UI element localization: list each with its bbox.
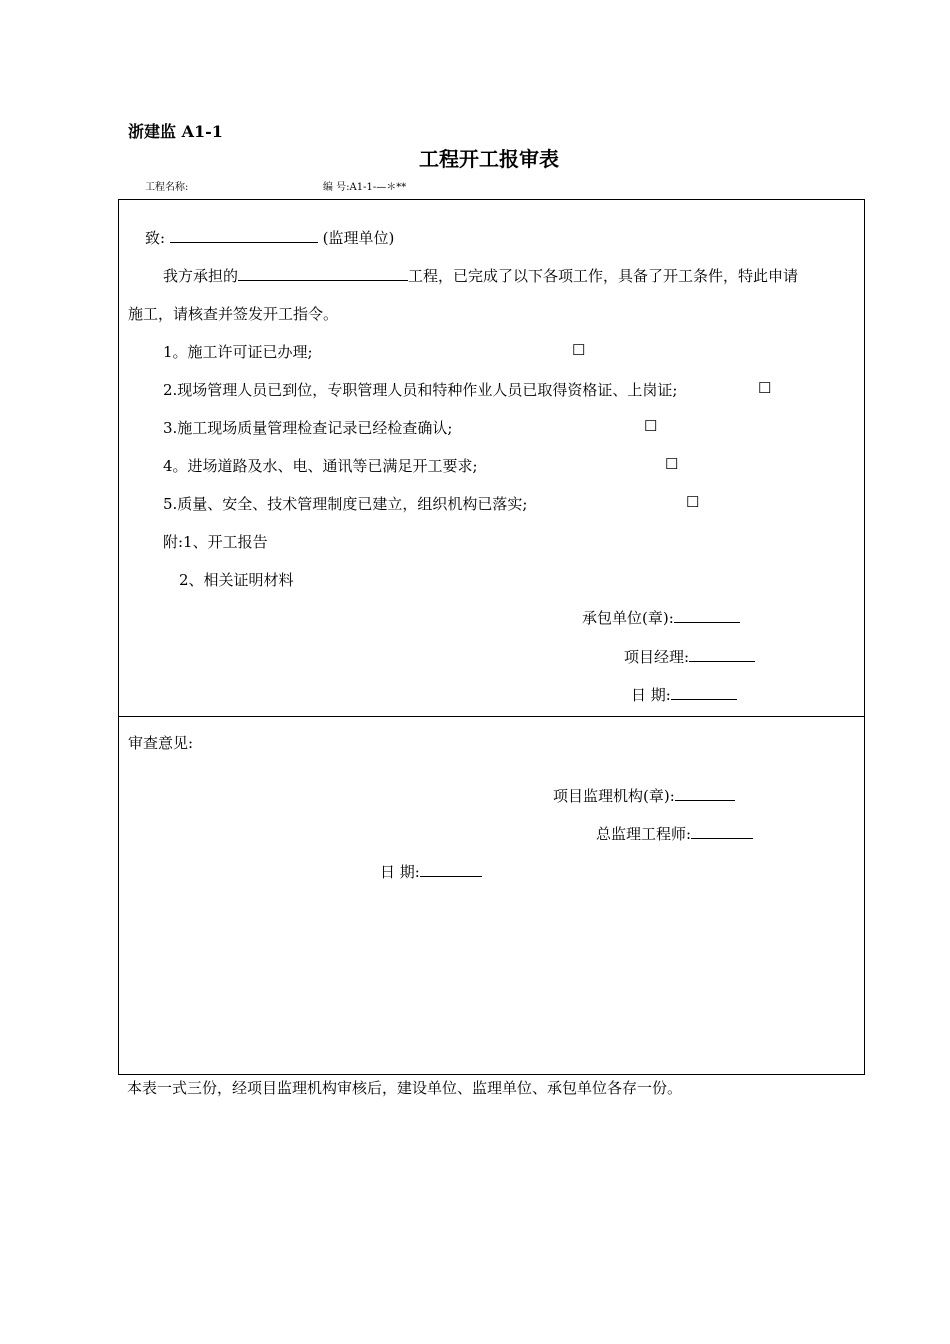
intro-line-1 — [163, 265, 798, 286]
addressee-line — [145, 227, 394, 248]
supervision-org-field[interactable] — [675, 785, 735, 801]
contractor-signature — [582, 607, 740, 628]
chief-engineer-label: 总监理工程师: — [596, 825, 692, 843]
item-1-checkbox[interactable]: ☐ — [572, 341, 586, 359]
application-date-field[interactable] — [671, 684, 737, 700]
item-5-checkbox[interactable]: ☐ — [686, 493, 700, 511]
to-label: 致: — [145, 229, 166, 247]
contractor-field[interactable] — [674, 607, 740, 623]
section-divider — [119, 716, 864, 717]
review-date — [380, 861, 482, 882]
item-3-text: 3.施工现场质量管理检查记录已经检查确认; — [163, 419, 453, 437]
manager-label: 项目经理: — [624, 648, 690, 666]
review-date-field[interactable] — [420, 861, 482, 877]
attachment-2: 2、相关证明材料 — [179, 571, 294, 589]
project-field[interactable] — [238, 265, 408, 281]
item-2-text: 2.现场管理人员已到位，专职管理人员和特种作业人员已取得资格证、上岗证; — [163, 381, 678, 399]
form-code: 浙建监 A1-1 — [128, 122, 223, 141]
attachment-1: 附:1、开工报告 — [163, 533, 268, 551]
chief-engineer-signature — [596, 823, 753, 844]
item-1-text: 1。施工许可证已办理; — [163, 343, 313, 361]
application-date — [631, 684, 737, 705]
review-date-label: 日 期: — [380, 863, 420, 881]
to-suffix: (监理单位) — [322, 229, 395, 247]
footer-note: 本表一式三份，经项目监理机构审核后，建设单位、监理单位、承包单位各存一份。 — [127, 1079, 683, 1097]
review-opinion-label: 审查意见: — [128, 734, 194, 752]
serial-number-label: 编 号:A1-1-—＊** — [323, 182, 407, 193]
intro-line-2: 施工，请核查并签发开工指令。 — [128, 305, 339, 323]
item-3-checkbox[interactable]: ☐ — [644, 417, 658, 435]
supervision-unit-field[interactable] — [170, 227, 318, 243]
intro-prefix: 我方承担的 — [163, 267, 239, 285]
application-date-label: 日 期: — [631, 686, 671, 704]
intro-suffix: 工程，已完成了以下各项工作，具备了开工条件，特此申请 — [408, 267, 799, 285]
item-4-text: 4。进场道路及水、电、通讯等已满足开工要求; — [163, 457, 478, 475]
supervision-org-label: 项目监理机构(章): — [553, 787, 675, 805]
chief-engineer-field[interactable] — [691, 823, 753, 839]
contractor-label: 承包单位(章): — [582, 609, 674, 627]
item-4-checkbox[interactable]: ☐ — [665, 455, 679, 473]
item-5-text: 5.质量、安全、技术管理制度已建立，组织机构已落实; — [163, 495, 528, 513]
manager-field[interactable] — [689, 646, 755, 662]
form-table — [118, 199, 865, 1075]
project-name-label: 工程名称: — [145, 182, 189, 193]
supervision-org-signature — [553, 785, 735, 806]
page-title: 工程开工报审表 — [419, 147, 559, 171]
manager-signature — [624, 646, 755, 667]
item-2-checkbox[interactable]: ☐ — [758, 379, 772, 397]
